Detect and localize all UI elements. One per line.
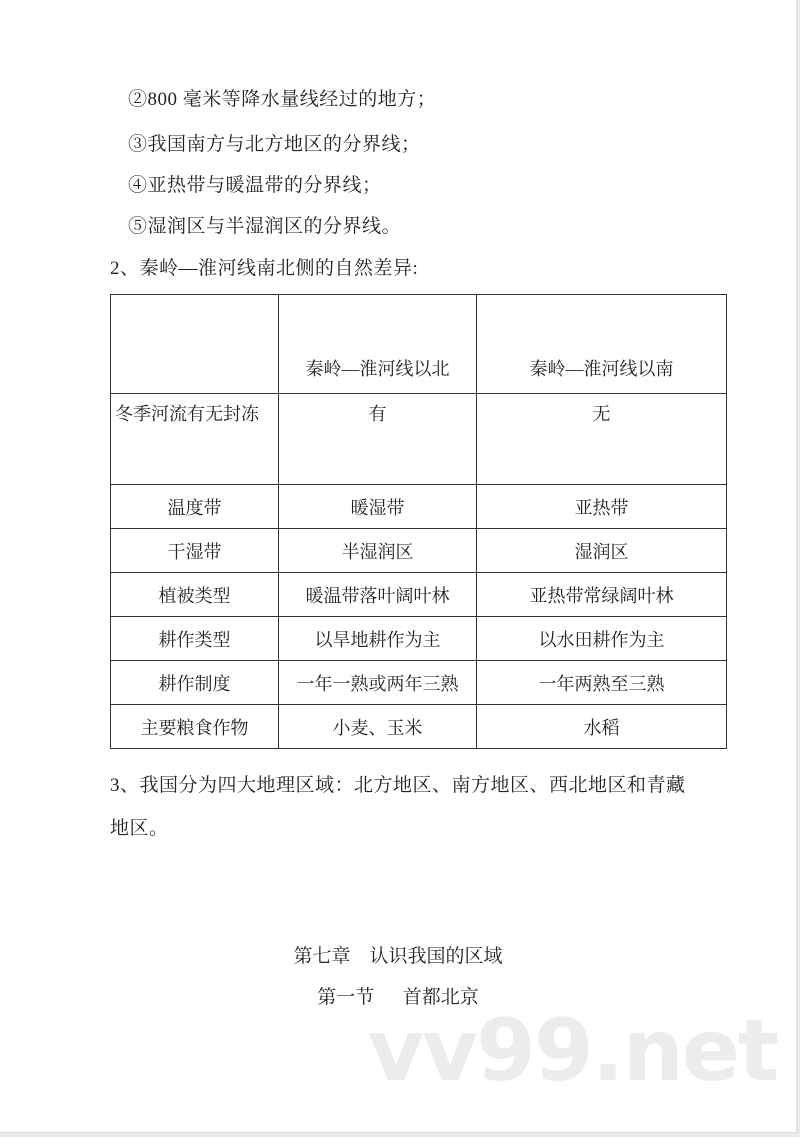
table-row: [111, 573, 727, 617]
south-cell: 湿润区: [477, 529, 727, 573]
header-cell: 秦岭—淮河线以南: [477, 295, 727, 394]
row-label: 植被类型: [111, 573, 279, 617]
list-item: ④亚热带与暖温带的分界线；: [128, 175, 382, 196]
row-label: 耕作制度: [111, 661, 279, 705]
north-cell: 小麦、玉米: [279, 705, 477, 749]
list-item: ⑤湿润区与半湿润区的分界线。: [128, 216, 402, 237]
comparison-table: [110, 294, 727, 749]
list-item: ③我国南方与北方地区的分界线；: [128, 134, 421, 155]
south-cell: 以水田耕作为主: [477, 617, 727, 661]
north-cell: 半湿润区: [279, 529, 477, 573]
north-cell: 暖温带落叶阔叶林: [279, 573, 477, 617]
header-cell: [111, 295, 279, 394]
section-heading: 2、秦岭—淮河线南北侧的自然差异:: [110, 258, 419, 279]
table-row: [111, 617, 727, 661]
table-row: [111, 394, 727, 485]
table-row: [111, 529, 727, 573]
table-row: [111, 705, 727, 749]
header-cell: 秦岭—淮河线以北: [279, 295, 477, 394]
north-cell: 以旱地耕作为主: [279, 617, 477, 661]
table-header-row: [111, 295, 727, 394]
paragraph-line: 地区。: [110, 818, 169, 839]
list-item: ②800 毫米等降水量线经过的地方；: [128, 89, 437, 110]
north-cell: 一年一熟或两年三熟: [279, 661, 477, 705]
south-cell: 亚热带常绿阔叶林: [477, 573, 727, 617]
table-row: [111, 485, 727, 529]
watermark: vv99.net: [368, 1001, 778, 1101]
row-label: 温度带: [111, 485, 279, 529]
north-cell: 暖湿带: [279, 485, 477, 529]
paragraph-line: 3、我国分为四大地理区域：北方地区、南方地区、西北地区和青藏: [110, 775, 686, 796]
row-label: 干湿带: [111, 529, 279, 573]
south-cell: 水稻: [477, 705, 727, 749]
north-cell: 有: [279, 394, 477, 485]
table-row: [111, 661, 727, 705]
south-cell: 一年两熟至三熟: [477, 661, 727, 705]
chapter-title: 第七章 认识我国的区域: [293, 946, 503, 967]
row-label: 耕作类型: [111, 617, 279, 661]
south-cell: 亚热带: [477, 485, 727, 529]
row-label: 冬季河流有无封冻: [111, 394, 279, 485]
section-title: 第一节 首都北京: [317, 987, 479, 1008]
row-label: 主要粮食作物: [111, 705, 279, 749]
south-cell: 无: [477, 394, 727, 485]
